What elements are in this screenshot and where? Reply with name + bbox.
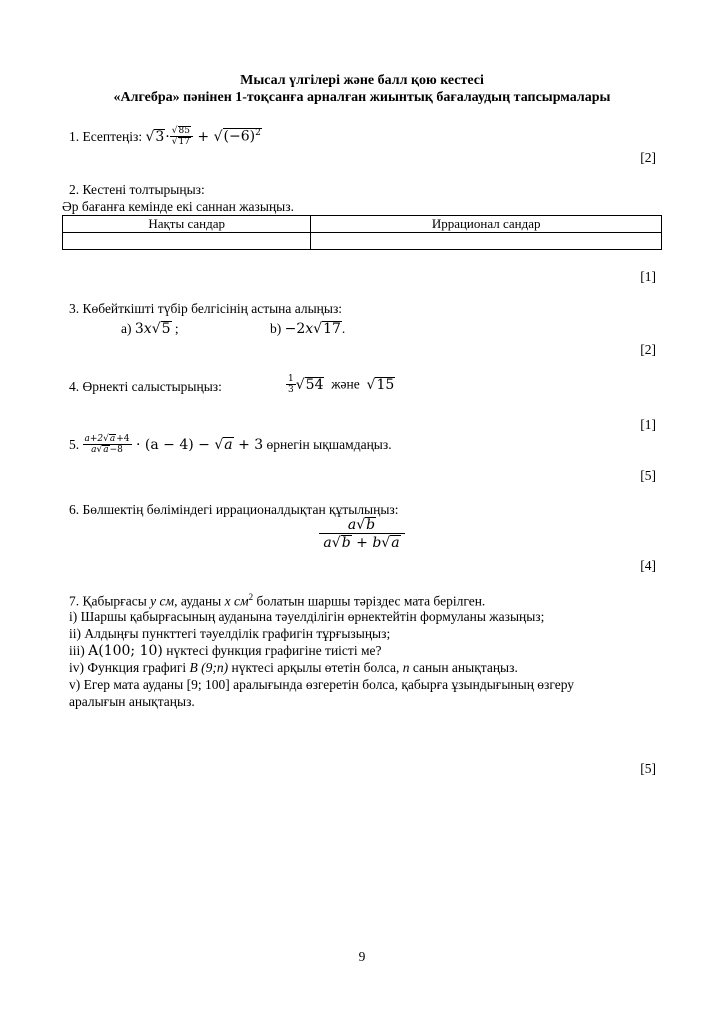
table-cell-real-numbers[interactable] (63, 233, 311, 250)
question-2-title: 2. Кестені толтырыңыз: (69, 182, 205, 197)
question-4-score: [1] (640, 417, 656, 432)
question-7-part-v-continued: аралығын анықтаңыз. (69, 694, 195, 709)
document-subtitle: «Алгебра» пәнінен 1-тоқсанға арналған жиынтық бағалаудың тапсырмалары (113, 90, 611, 105)
question-2-score: [1] (640, 269, 656, 284)
question-6-score: [4] (640, 558, 656, 573)
question-1-score: [2] (640, 150, 656, 165)
table-header-real-numbers: Нақты сандар (63, 216, 311, 233)
page-number: 9 (358, 949, 366, 964)
question-6-text: 6. Бөлшектің бөліміндегі иррационалдықтан құтылыңыз: (69, 502, 399, 517)
question-7-part-v: v) Егер мата ауданы [9; 100] аралығында өзгеретін болса, қабырға ұзындығының өзгеру (69, 677, 575, 692)
question-7-part-iii: iii) A(100; 10) нүктесі функция графигіне тиісті ме? (69, 643, 382, 659)
question-3-score: [2] (640, 342, 656, 357)
question-7-score: [5] (640, 761, 656, 776)
question-7-part-iv: iv) Функция графигі B (9;n) нүктесі арқылы өтетін болса, n санын анықтаңыз. (69, 660, 518, 675)
question-4-text: 4. Өрнекті салыстырыңыз: (69, 379, 222, 394)
question-7-part-i: i) Шаршы қабырғасының ауданына тәуелділігін өрнектейтін формуланы жазыңыз; (69, 609, 545, 624)
question-5-score: [5] (640, 468, 656, 483)
question-7-part-ii: ii) Алдыңғы пункттегі тәуелділік графигін тұрғызыңыз; (69, 626, 391, 641)
question-5: 5. $\frac{a+2√a+4}{a√a-8}$ · (a − 4) − √a + 3 өрнегін ықшамдаңыз. (69, 434, 392, 456)
question-3-title: 3. Көбейткішті түбір белгісінің астына алыңыз: (69, 301, 343, 316)
question-1-expression: √3· $\frac{√85}{√17}$ + $√(-6)^2$ (145, 126, 261, 148)
question-6-fraction: $\frac{a√b}{a√b + b√a}$ (312, 517, 412, 552)
question-7-intro: 7. Қабырғасы y см, ауданы x $см^2$ болатын шаршы тәріздес мата берілген. (69, 592, 486, 609)
question-4-expression: $\frac{1}{3}$ √54 және √15 (288, 374, 395, 395)
question-1-text: 1. Есептеңіз: (69, 128, 143, 144)
question-3-part-b: b) −2x√17. (270, 321, 346, 337)
table-cell-irrational-numbers[interactable] (311, 233, 662, 250)
question-2-instruction: Әр бағанға кемінде екі саннан жазыңыз. (62, 199, 294, 214)
document-title: Мысал үлгілері және балл қою кестесі (240, 73, 484, 88)
table-header-irrational-numbers: Иррационал сандар (311, 216, 662, 233)
question-1 (69, 126, 262, 148)
question-3-part-a: a) 3x√5 ; (121, 321, 179, 337)
number-classification-table (62, 215, 662, 250)
